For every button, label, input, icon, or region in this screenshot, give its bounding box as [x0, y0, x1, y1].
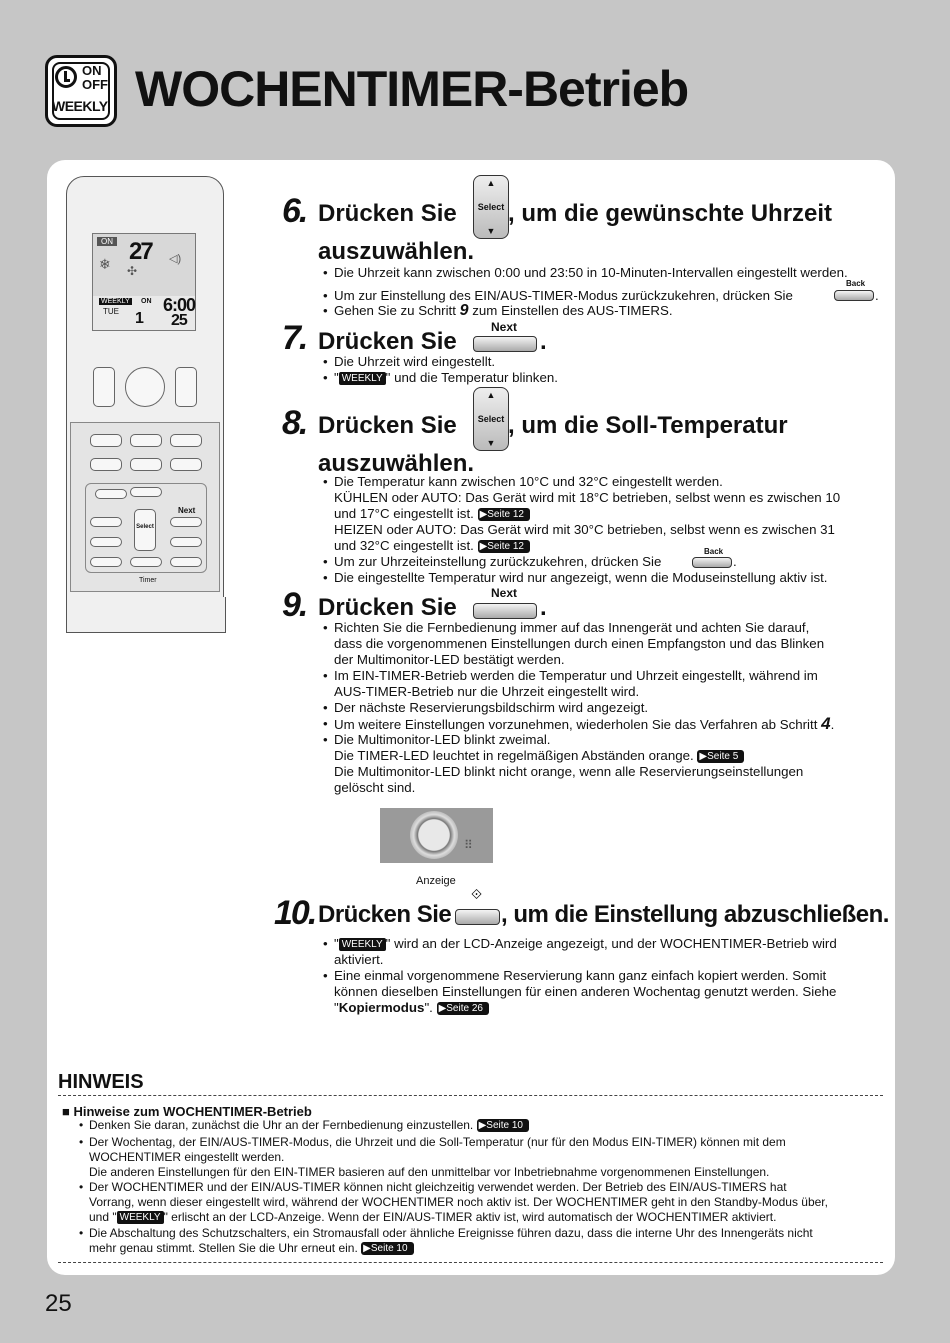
- step-10-bullet-1-pre: ": [334, 936, 339, 951]
- step-8-heating-note: HEIZEN oder AUTO: Das Gerät wird mit 30°C betrieben, selbst wenn es zwischen 31: [334, 522, 835, 537]
- page-ref-link[interactable]: ▶Seite 12: [478, 540, 530, 553]
- next-button-label: Next: [491, 586, 518, 600]
- note-3-line3: [89, 1210, 776, 1225]
- step-7-heading-end: .: [540, 328, 547, 355]
- note-3-line3-text: " erlischt an der LCD-Anzeige. Wenn der EIN/AUS-TIMER aktiv ist, wird automatisch der WOCHENTIMER aktiviert.: [163, 1210, 777, 1224]
- step-9-bullet-5-text: Die Multimonitor-LED blinkt zweimal.: [334, 732, 551, 747]
- back-button-icon: [834, 290, 874, 301]
- next-button-icon: [473, 336, 537, 352]
- step-9-multimonitor-note: Die Multimonitor-LED blinkt nicht orange, wenn alle Reservierungseinstellungen: [334, 764, 804, 779]
- note-3: • Der WOCHENTIMER und der EIN/AUS-TIMER können nicht gleichzeitig verwendet werden. Der Betrieb des EIN/AUS-TIMERS hat: [79, 1180, 787, 1194]
- select-button-label: Select: [477, 202, 505, 212]
- page-ref-link[interactable]: ▶Seite 10: [361, 1242, 413, 1255]
- remote-fan-button: [175, 367, 197, 407]
- step-9-number: 9.: [282, 586, 307, 624]
- step-9-heading-start: Drücken Sie: [318, 594, 457, 621]
- lcd-program-number: 1: [135, 310, 144, 327]
- lcd-time: 6:00: [163, 295, 196, 315]
- step-10-bullet-1-line2: aktiviert.: [334, 952, 384, 967]
- step-8-bullet-3-text: Die eingestellte Temperatur wird nur angezeigt, wenn die Moduseinstellung aktiv ist.: [334, 570, 828, 585]
- step-6-bullet-3-post: zum Einstellen des AUS-TIMERS.: [472, 303, 673, 318]
- remote-control-illustration: [66, 176, 224, 631]
- next-button-label: Next: [491, 320, 518, 334]
- step-7-bullet-1-text: Die Uhrzeit wird eingestellt.: [334, 354, 496, 369]
- step-7-bullet-2: • " WEEKLY " und die Temperatur blinken.: [323, 370, 558, 385]
- clock-icon: [55, 66, 77, 88]
- step-10-bullet-2-line3: [334, 1000, 489, 1016]
- note-2: • Der Wochentag, der EIN/AUS-TIMER-Modus, die Uhrzeit und die Soll-Temperatur (nur für den Modus EIN-TIMER) können mit dem: [79, 1135, 786, 1149]
- step-10-bullet-2-text: Eine einmal vorgenommene Reservierung kann ganz einfach kopiert werden. Somit: [334, 968, 827, 983]
- lcd-weekly-indicator: WEEKLY: [101, 298, 130, 305]
- note-4-text: Die Abschaltung des Schutzschalters, ein Stromausfall oder ähnliche Ereignisse führen dazu, dass die interne Uhr des Innengeräts nicht: [89, 1226, 813, 1240]
- page-ref-link[interactable]: ▶Seite 12: [478, 508, 530, 521]
- step-10-bullet-2: • Eine einmal vorgenommene Reservierung kann ganz einfach kopiert werden. Somit: [323, 968, 827, 983]
- weekly-badge: WEEKLY: [117, 1211, 164, 1224]
- step-8-bullet-3: • Die eingestellte Temperatur wird nur angezeigt, wenn die Moduseinstellung aktiv ist.: [323, 570, 828, 585]
- remote-select-label: Select: [136, 524, 154, 530]
- step-10-number: 10.: [274, 894, 316, 932]
- back-button-label: Back: [846, 279, 866, 288]
- step-8-cooling-note: KÜHLEN oder AUTO: Das Gerät wird mit 18°C betrieben, selbst wenn es zwischen 10: [334, 490, 841, 505]
- step-9-bullet-1: • Richten Sie die Fernbedienung immer auf das Innengerät und achten Sie darauf,: [323, 620, 810, 635]
- remote-next-label: Next: [178, 506, 196, 515]
- enter-symbol-icon: ⟐: [471, 886, 483, 902]
- icon-off-label: OFF: [82, 77, 108, 92]
- lcd-day: TUE: [103, 307, 119, 316]
- step-6-bullet-3-pre: Gehen Sie zu Schritt: [334, 303, 456, 318]
- step-9-bullet-1-text: Richten Sie die Fernbedienung immer auf das Innengerät und achten Sie darauf,: [334, 620, 810, 635]
- step-6-bullet-1-text: Die Uhrzeit kann zwischen 0:00 und 23:50 in 10-Minuten-Intervallen eingestellt werden.: [334, 265, 848, 280]
- step-10-bullet-1-text: " wird an der LCD-Anzeige angezeigt, und der WOCHENTIMER-Betrieb wird: [385, 936, 837, 951]
- step-9-timer-led-note: [334, 748, 744, 764]
- enter-button-icon: [455, 909, 500, 925]
- step-8-heating-note-2-text: und 32°C eingestellt ist.: [334, 538, 474, 553]
- remote-timer-label: Timer: [139, 577, 157, 584]
- step-9-bullet-3: • Der nächste Reservierungsbildschirm wird angezeigt.: [323, 700, 649, 715]
- icon-on-label: ON: [82, 63, 102, 78]
- note-4: • Die Abschaltung des Schutzschalters, ein Stromausfall oder ähnliche Ereignisse führen dazu, dass die interne Uhr des Innengeräts nicht: [79, 1226, 813, 1240]
- step-10-bullet-2-line3-pre: ": [334, 1000, 339, 1015]
- page-ref-label: Seite 10: [486, 1120, 523, 1131]
- step-7-bullet-2-post: " und die Temperatur blinken.: [385, 370, 558, 385]
- lcd-set-temperature: 25: [171, 312, 187, 329]
- lcd-on-indicator: ON: [97, 237, 117, 246]
- page-ref-link[interactable]: ▶Seite 26: [437, 1002, 489, 1015]
- indoor-unit-display-photo: [380, 808, 493, 863]
- step-6-bullet-3-num: 9: [459, 302, 469, 319]
- step-9-heading-end: .: [540, 594, 547, 621]
- note-3-line2: Vorrang, wenn dieser eingestellt wird, während der WOCHENTIMER noch aktiv ist. Der WOCHENTIMER geht in den Standby-Modus über,: [89, 1195, 828, 1209]
- step-8-number: 8.: [282, 404, 307, 442]
- note-subtitle-text: Hinweise zum WOCHENTIMER-Betrieb: [73, 1104, 312, 1119]
- step-9-bullet-1-line3: der Multimonitor-LED bestätigt werden.: [334, 652, 565, 667]
- step-9-bullet-1-line2: dass die vorgenommenen Einstellungen durch einen Empfangston und das Blinken: [334, 636, 825, 651]
- step-9-bullet-4-text: Um weitere Einstellungen vorzunehmen, wiederholen Sie das Verfahren ab Schritt: [334, 717, 818, 732]
- divider: [58, 1095, 883, 1096]
- remote-lcd: [92, 233, 196, 331]
- step-9-multimonitor-note-2: gelöscht sind.: [334, 780, 416, 795]
- page-ref-label: Seite 5: [707, 751, 739, 762]
- remote-select-button: [134, 509, 156, 551]
- step-9-bullet-5: • Die Multimonitor-LED blinkt zweimal.: [323, 732, 551, 747]
- step-7-bullet-1: • Die Uhrzeit wird eingestellt.: [323, 354, 496, 369]
- snowflake-icon: ❄: [99, 256, 111, 272]
- step-9-bullet-2-text: Im EIN-TIMER-Betrieb werden die Temperatur und Uhrzeit eingestellt, während im: [334, 668, 818, 683]
- page-ref-link[interactable]: ▶Seite 10: [477, 1119, 529, 1132]
- step-10-heading-end: , um die Einstellung abzuschließen.: [501, 901, 889, 928]
- step-6-number: 6.: [282, 192, 307, 230]
- page-ref-label: Seite 10: [370, 1243, 408, 1254]
- remote-temp-button: [93, 367, 115, 407]
- note-3-line3-pre: und ": [89, 1210, 117, 1224]
- step-9-bullet-4: • Um weitere Einstellungen vorzunehmen, wiederholen Sie das Verfahren ab Schritt 4.: [323, 714, 835, 733]
- page-ref-label: Seite 12: [487, 541, 524, 552]
- select-button-icon: ▲ Select ▼: [473, 387, 509, 451]
- weekly-badge: WEEKLY: [339, 372, 386, 385]
- back-button-icon: [692, 557, 732, 568]
- step-8-bullet-2-end: .: [733, 554, 737, 569]
- note-heading: HINWEIS: [58, 1071, 144, 1093]
- select-button-icon: ▲ Select ▼: [473, 175, 509, 239]
- note-4-line2: [89, 1241, 414, 1256]
- step-8-bullet-2: • Um zur Uhrzeiteinstellung zurückzukehren, drücken Sie: [323, 554, 662, 569]
- step-9-bullet-3-text: Der nächste Reservierungsbildschirm wird angezeigt.: [334, 700, 649, 715]
- weekly-badge: WEEKLY: [339, 938, 386, 951]
- step-9-timer-led-text: Die TIMER-LED leuchtet in regelmäßigen Abständen orange.: [334, 748, 694, 763]
- photo-caption: Anzeige: [416, 875, 456, 887]
- signal-icon: ◁): [169, 253, 182, 265]
- step-8-heating-note-2: [334, 538, 530, 554]
- step-9-bullet-2-line2: AUS-TIMER-Betrieb nur die Uhrzeit eingestellt wird.: [334, 684, 640, 699]
- step-7-heading-start: Drücken Sie: [318, 328, 457, 355]
- step-8-bullet-1-text: Die Temperatur kann zwischen 10°C und 32°C eingestellt werden.: [334, 474, 723, 489]
- copy-mode-term: Kopiermodus: [338, 1000, 425, 1015]
- note-subtitle: [62, 1104, 312, 1119]
- fan-icon: ✣: [127, 264, 138, 278]
- step-8-heading-start: Drücken Sie: [318, 412, 457, 439]
- remote-next-button: [170, 517, 202, 527]
- weekly-timer-icon: [45, 55, 117, 127]
- step-6-heading-start: Drücken Sie: [318, 200, 457, 227]
- step-10-bullet-2-line2: können dieselben Einstellungen für einen anderen Wochentag genutzt werden. Siehe: [334, 984, 837, 999]
- remote-lower-panel: [70, 422, 220, 592]
- step-8-cooling-note-2-text: und 17°C eingestellt ist.: [334, 506, 474, 521]
- step-9-bullet-4-end: .: [830, 717, 835, 732]
- step-6-bullet-2-end: .: [875, 288, 879, 303]
- step-6-heading-end: , um die gewünschte Uhrzeit: [508, 200, 833, 227]
- step-9-bullet-4-num: 4: [821, 714, 831, 733]
- note-1: • Denken Sie daran, zunächst die Uhr an der Fernbedienung einzustellen. ▶Seite 10: [89, 1118, 529, 1133]
- step-10-heading-start: Drücken Sie: [318, 901, 452, 928]
- divider: [58, 1262, 883, 1263]
- step-6-bullet-3: • Gehen Sie zu Schritt 9 zum Einstellen des AUS-TIMERS.: [323, 302, 673, 319]
- lcd-on-mode: ON: [141, 298, 152, 305]
- speaker-grille-icon: ⠿: [464, 838, 473, 852]
- note-1-text: Denken Sie daran, zunächst die Uhr an der Fernbedienung einzustellen.: [89, 1118, 474, 1132]
- step-10-bullet-1: • " WEEKLY " wird an der LCD-Anzeige angezeigt, und der WOCHENTIMER-Betrieb wird: [323, 936, 837, 951]
- lcd-temperature: 27: [129, 238, 152, 265]
- step-7-bullet-2-pre: ": [334, 370, 339, 385]
- step-8-heading-end: , um die Soll-Temperatur: [508, 412, 788, 439]
- step-7-number: 7.: [282, 319, 307, 357]
- step-8-bullet-1: • Die Temperatur kann zwischen 10°C und 32°C eingestellt werden.: [323, 474, 723, 489]
- step-8-cooling-note-2: [334, 506, 530, 522]
- step-8-heading-line2: auszuwählen.: [318, 450, 475, 477]
- remote-power-button: [125, 367, 165, 407]
- note-2-text: Der Wochentag, der EIN/AUS-TIMER-Modus, die Uhrzeit und die Soll-Temperatur (nur für den Modus EIN-TIMER) können mit dem: [89, 1135, 786, 1149]
- page-title: WOCHENTIMER-Betrieb: [135, 61, 689, 117]
- remote-enter-button: [130, 487, 162, 497]
- step-6-bullet-1: • Die Uhrzeit kann zwischen 0:00 und 23:50 in 10-Minuten-Intervallen eingestellt werden.: [323, 265, 848, 280]
- note-2-line2: WOCHENTIMER eingestellt werden.: [89, 1150, 285, 1164]
- step-6-bullet-2-text: Um zur Einstellung des EIN/AUS-TIMER-Modus zurückzukehren, drücken Sie: [334, 288, 793, 303]
- step-8-bullet-2-text: Um zur Uhrzeiteinstellung zurückzukehren, drücken Sie: [334, 554, 662, 569]
- note-4-line2-text: mehr genau stimmt. Stellen Sie die Uhr erneut ein.: [89, 1241, 358, 1255]
- select-button-label: Select: [477, 414, 505, 424]
- note-3-text: Der WOCHENTIMER und der EIN/AUS-TIMER können nicht gleichzeitig verwendet werden. Der Betrieb des EIN/AUS-TIMERS hat: [89, 1180, 787, 1194]
- remote-base: [66, 597, 226, 633]
- step-6-bullet-2: • Um zur Einstellung des EIN/AUS-TIMER-Modus zurückzukehren, drücken Sie: [323, 288, 793, 303]
- back-button-label: Back: [704, 547, 724, 556]
- square-bullet-icon: ■: [62, 1104, 70, 1119]
- next-button-icon: [473, 603, 537, 619]
- page-ref-label: Seite 26: [446, 1003, 483, 1014]
- page-ref-link[interactable]: ▶Seite 5: [697, 750, 744, 763]
- step-10-bullet-2-line3-post: ".: [424, 1000, 433, 1015]
- page-ref-label: Seite 12: [487, 509, 524, 520]
- page-number: 25: [45, 1290, 72, 1317]
- step-9-bullet-2: • Im EIN-TIMER-Betrieb werden die Temperatur und Uhrzeit eingestellt, während im: [323, 668, 818, 683]
- note-2-line3: Die anderen Einstellungen für den EIN-TIMER basieren auf den unmittelbar vor Inbetriebnahme vorgenommenen Einstellungen.: [89, 1165, 770, 1179]
- step-6-heading-line2: auszuwählen.: [318, 238, 475, 265]
- icon-weekly-label: WEEKLY: [52, 98, 108, 114]
